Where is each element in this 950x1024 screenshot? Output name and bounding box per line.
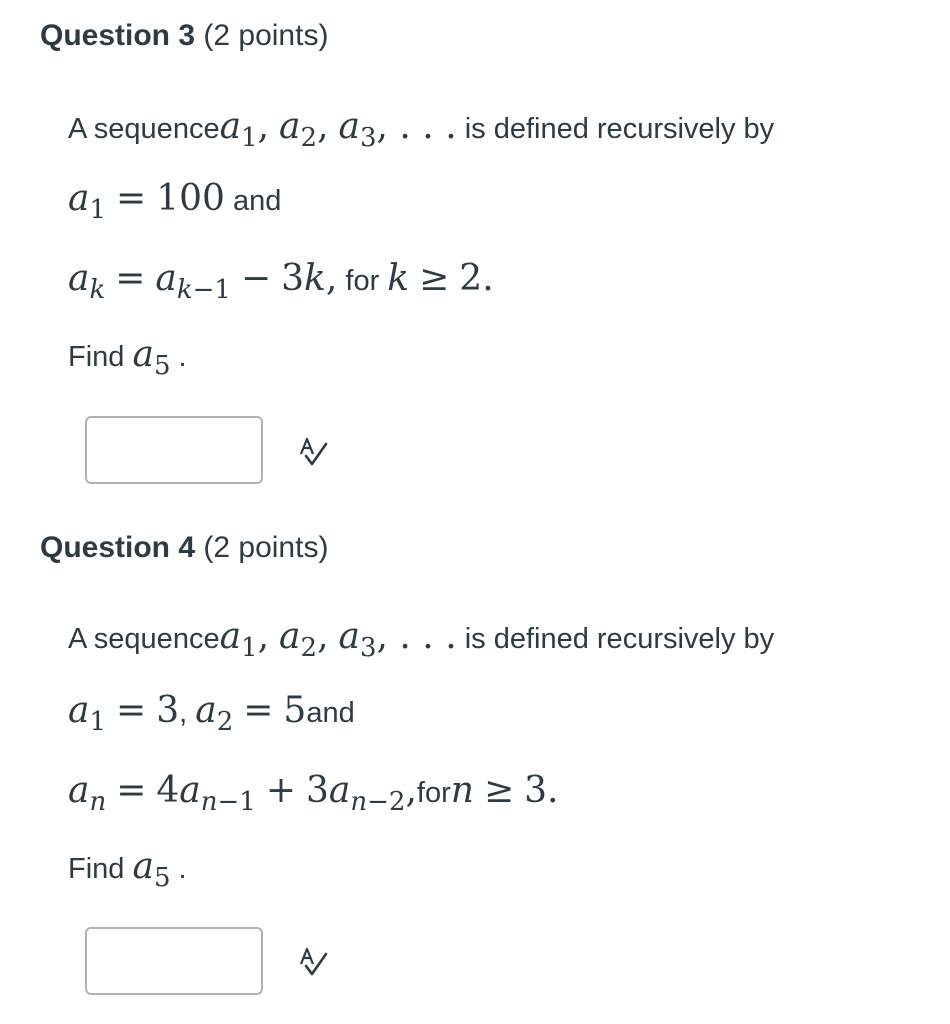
question-4-title: Question 4 (2 points) (40, 531, 329, 564)
question-3-definition-2: ak = ak−1 − 3k, for k ≥ 2. (68, 258, 494, 305)
question-3-intro: A sequencea1, a2, a3, . . . is defined recursively by (68, 106, 775, 153)
question-4-definition-2: an = 4an−1 + 3an−2,forn ≥ 3. (68, 770, 559, 817)
question-3-find: Find a5 . (68, 334, 187, 381)
question-4-definition-1: a1 = 3, a2 = 5and (68, 690, 355, 737)
question-3-answer-input[interactable] (85, 416, 263, 484)
question-4-intro: A sequencea1, a2, a3, . . . is defined recursively by (68, 616, 775, 663)
question-4-find: Find a5 . (68, 846, 187, 893)
question-3-title: Question 3 (2 points) (40, 19, 329, 52)
question-3-definition-1: a1 = 100 and (68, 178, 282, 225)
question-4-answer-input[interactable] (85, 927, 263, 995)
spellcheck-icon[interactable] (296, 944, 330, 978)
spellcheck-icon[interactable] (296, 434, 330, 468)
